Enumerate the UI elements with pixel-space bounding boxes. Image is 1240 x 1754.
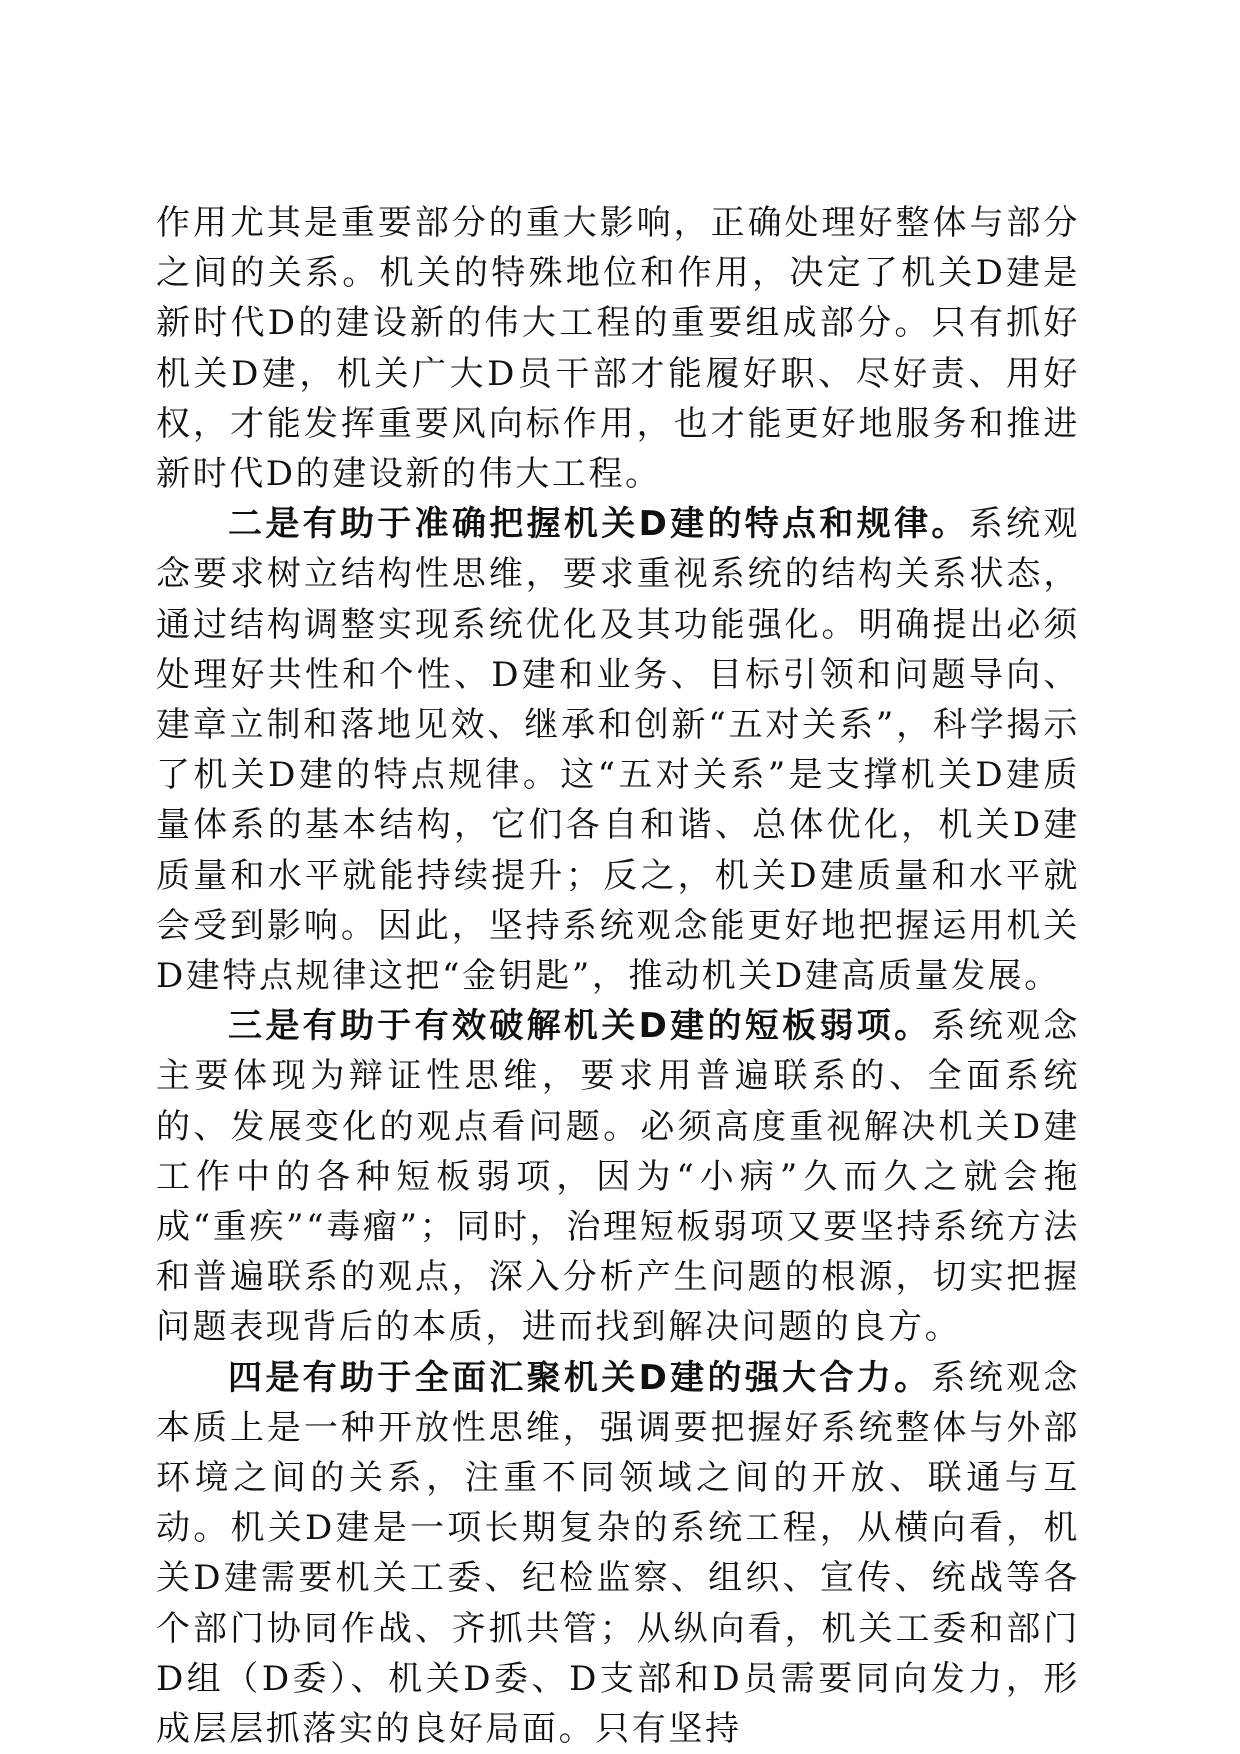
paragraph-lead: 四是有助于全面汇聚机关D建的强大合力。 — [228, 1357, 932, 1398]
paragraph-text: 系统观念本质上是一种开放性思维，强调要把握好系统整体与外部环境之间的关系，注重不同领域之间的开放、联通与互动。机关D建是一项长期复杂的系统工程，从横向看，机关D建需要机关工委、纪检监察、组织、宣传、统战等各个部门协同作战、齐抓共管；从纵向看，机关工委和部门D组（D委）、机关D委、D支部和D员需要同向发力，形成层层抓落实的良好局面。只有坚持 — [156, 1357, 1080, 1750]
paragraph-lead: 二是有助于准确把握机关D建的特点和规律。 — [228, 504, 969, 545]
paragraph-lead: 三是有助于有效破解机关D建的短板弱项。 — [228, 1006, 932, 1047]
paragraph-text: 作用尤其是重要部分的重大影响，正确处理好整体与部分之间的关系。机关的特殊地位和作用，决定了机关D建是新时代D的建设新的伟大工程的重要组成部分。只有抓好机关D建，机关广大D员干部才能履好职、尽好责、用好权，才能发挥重要风向标作用，也才能更好地服务和推进新时代D的建设新的伟大工程。 — [156, 203, 1080, 495]
paragraph-3 — [156, 1001, 1080, 1352]
paragraph-text: 系统观念要求树立结构性思维，要求重视系统的结构关系状态，通过结构调整实现系统优化及其功能强化。明确提出必须处理好共性和个性、D建和业务、目标引领和问题导向、建章立制和落地见效、继承和创新“五对关系”，科学揭示了机关D建的特点规律。这“五对关系”是支撑机关D建质量体系的基本结构，它们各自和谐、总体优化，机关D建质量和水平就能持续提升；反之，机关D建质量和水平就会受到影响。因此，坚持系统观念能更好地把握运用机关D建特点规律这把“金钥匙”，推动机关D建高质量发展。 — [156, 504, 1080, 997]
paragraph-1 — [156, 198, 1080, 499]
paragraph-4 — [156, 1353, 1080, 1754]
document-body — [156, 198, 1080, 1754]
paragraph-text: 系统观念主要体现为辩证性思维，要求用普遍联系的、全面系统的、发展变化的观点看问题。必须高度重视解决机关D建工作中的各种短板弱项，因为“小病”久而久之就会拖成“重疾”“毒瘤”；同时，治理短板弱项又要坚持系统方法和普遍联系的观点，深入分析产生问题的根源，切实把握问题表现背后的本质，进而找到解决问题的良方。 — [156, 1006, 1080, 1348]
paragraph-2 — [156, 499, 1080, 1001]
